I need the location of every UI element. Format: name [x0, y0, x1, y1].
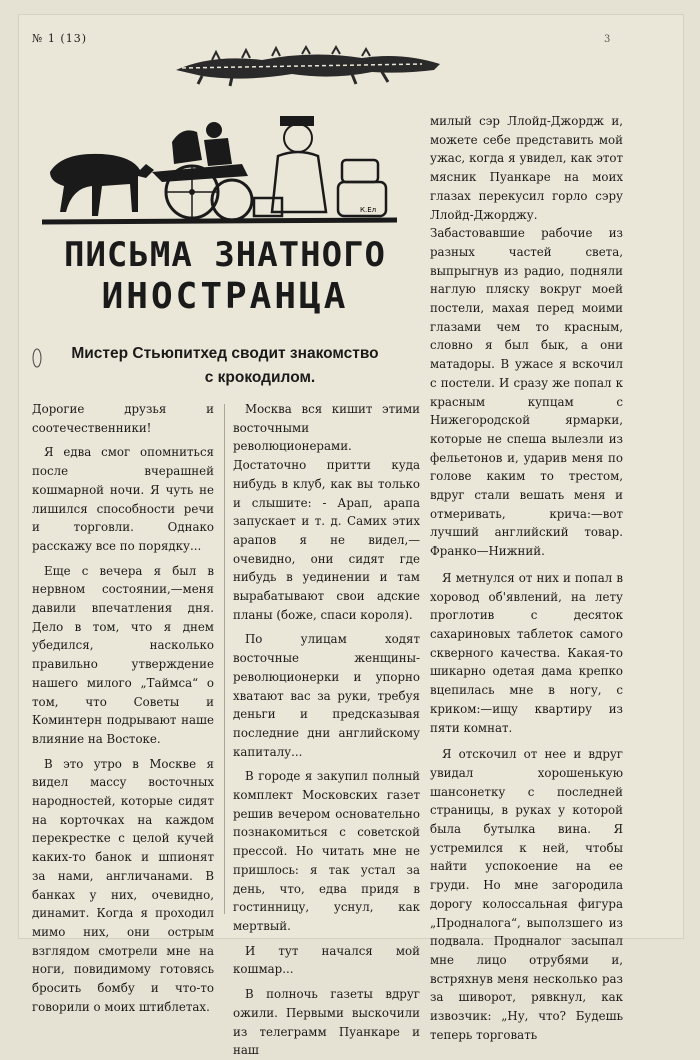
paragraph: В городе я закупил полный комплект Московских газет решив вечером основательно познакомиться с советской прессой. Но читать мне не пришлось: я так устал за день, что, едва придя в гостинницу, уснул, как мертвый.: [233, 769, 420, 933]
subtitle-line-2: с крокодилом.: [204, 369, 316, 386]
paragraph: Еще с вечера я был в нервном состоянии,—меня давили впечатления дня. Дело в том, что я днем убедился, насколько правильно утверждение нашего милого „Таймса“ о том, что Советы и Коминтерн подрывают наше влияние на Востоке.: [32, 563, 214, 746]
text-column-3: [430, 112, 623, 1044]
text-column-2: [233, 400, 420, 1060]
cart-drawing: [152, 122, 252, 220]
title-line-1: ПИСЬМА ЗНАТНОГО: [63, 235, 387, 275]
paragraph: милый сэр Ллойд-Джордж и, можете себе представить мой ужас, когда я увидел, как этот мясник Пуанкаре на моих глазах перекусил горло сэру Ллойд-Джорджу. Забастовавшие рабочие из разных частей света, выпрыгнув из радио, подняли наглую пляску вокруг моей постели, махая перед моими глазами чем то красным, словно я был бык, а они матадоры. В ужасе я вскочил с постели. И сразу же попал к красным купцам с Нижегородской ярмарки, которые не спеша вылезли из фельетонов и, ударив меня по голове каким то трестом, вдруг стали вешать меня и отмеривать, крича:—вот лучший английский товар. Франко—Нижний.: [430, 114, 623, 559]
traveller-drawing: [254, 116, 386, 216]
crocodile-illustration: [172, 44, 444, 88]
illustration-signature: К.Ел: [360, 206, 377, 214]
column-divider: [224, 404, 225, 914]
title-line-2: ИНОСТРАНЦА: [101, 276, 349, 316]
paragraph: Я едва смог опомниться после вчерашней кошмарной ночи. Я чуть не лишился способности речи и торговли. Однако расскажу все по порядку...: [32, 445, 214, 553]
title-lettering: [40, 232, 410, 316]
paragraph: По улицам ходят восточные женщины-революционерки и упорно хватают вас за руки, требуя деньги и предсказывая последние дни английскому капиталу...: [233, 632, 420, 759]
text-column-1: [32, 400, 214, 1017]
issue-number: № 1 (13): [32, 32, 87, 45]
subtitle-line-1: Мистер Стьюпитхед сводит знакомство: [71, 345, 379, 362]
paragraph: В полночь газеты вдруг ожили. Первыми выскочили из телеграмм Пуанкаре и наш: [233, 987, 420, 1058]
paragraph: И тут начался мой кошмар...: [233, 943, 420, 977]
paragraph: Я отскочил от нее и вдруг увидал хорошенькую шансонетку с последней страницы, в руках у которой была бутылка вина. Я устремился к ней, чтобы найти успокоение на ее груди. Но мне загородила дорогу колоссальная фигура „Продналога“, выползшего из подвала. Продналог засыпал мне лицо отрубями и, встряхнув меня несколько раз за шиворот, рявкнул, как извозчик: „Ну, что? Будешь теперь торговать: [430, 747, 623, 1042]
paragraph: Москва вся кишит этими восточными революционерами. Достаточно притти куда нибудь в клуб, как вы только и слышите: - Арап, арапа запускает и т. д. Самих этих арапов я не видел,—очевидно, они сидят где нибудь в уединении и там вырабатывают свои адские планы (боже, спаси короля).: [233, 402, 420, 622]
paragraph: В это утро в Москве я видел массу восточных народностей, которые сидят на корточках на каждом перекрестке с целой кучей каких-то банок и шпионят за нами, англичанами. В банках у них, очевидно, динамит. Когда я проходил мимо них, они острым взглядом смотрели мне на ноги, повидимому готовясь бросить бомбу и что-то говорили о моих штиблетах.: [32, 756, 214, 1014]
paragraph: Я метнулся от них и попал в хоровод об'явлений, на лету проглотив с десяток сахариновых таблеток самого скверного качества. Какая-то шикарно одетая дама крепко вцепилась мне в ногу, с криком:—ищу квартиру из пяти комнат.: [430, 570, 623, 735]
page-number: 3: [604, 34, 611, 45]
paragraph: Дорогие друзья и соотечественники!: [32, 402, 214, 435]
article-subtitle: [40, 342, 410, 390]
cart-and-traveller-illustration: [42, 112, 402, 230]
horse-drawing: [50, 154, 154, 216]
